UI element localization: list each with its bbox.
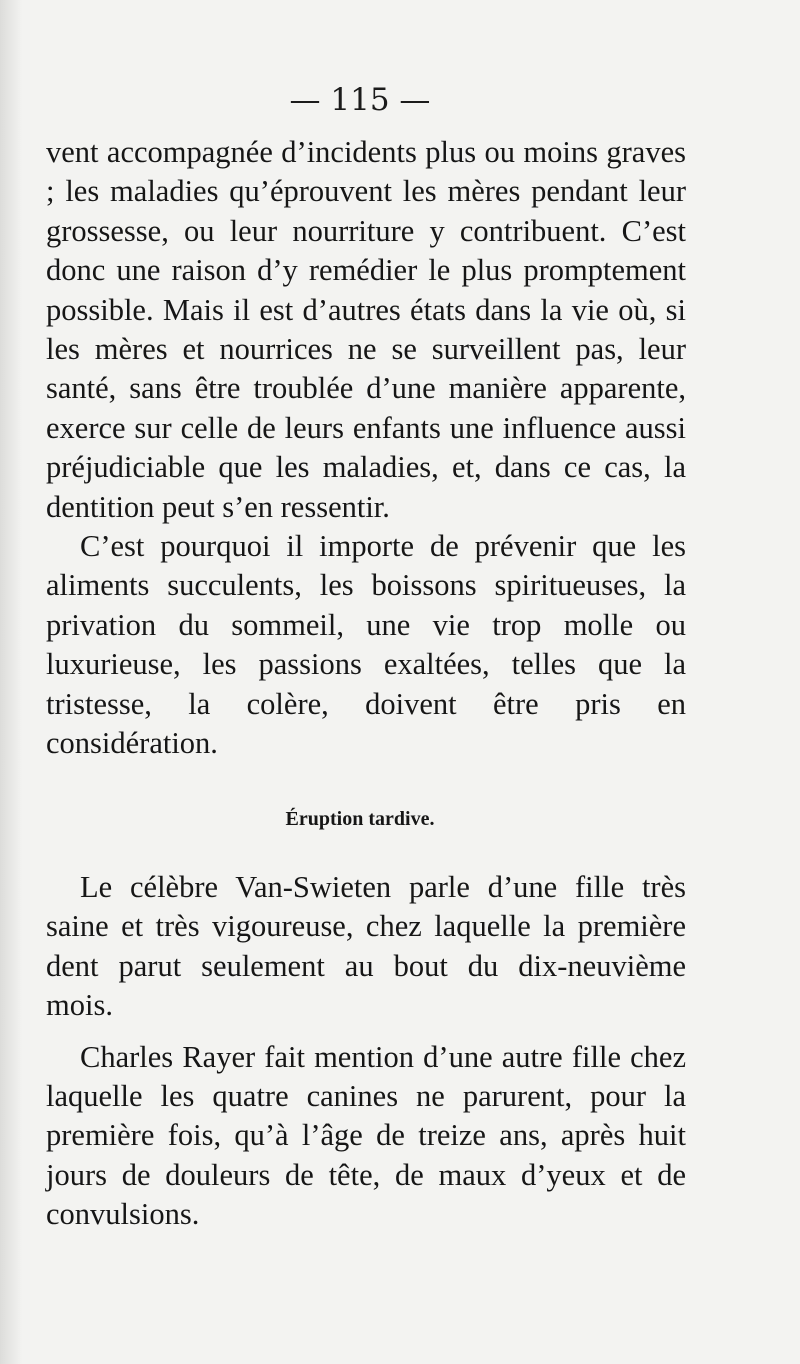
page-number: — 115 — — [289, 82, 431, 118]
paragraph-2: C’est pourquoi il importe de prévenir que les aliments succulents, les boissons spiritueuses, la privation du sommeil, une vie trop molle ou luxurieuse, les passions exaltées, telles que la tristesse, la colère, doivent être pris en considération. — [46, 529, 686, 761]
main-text — [46, 133, 686, 764]
section-heading: Éruption tardive. — [285, 808, 435, 830]
section-paragraph-2: Charles Rayer fait mention d’une autre fille chez laquelle les quatre canines ne parurent, pour la première fois, qu’à l’âge de treize ans, après huit jours de douleurs de tête, de maux d’yeux et de convulsions. — [46, 1039, 686, 1232]
paragraph-1: vent accompagnée d’incidents plus ou moins graves ; les maladies qu’éprouvent les mères pendant leur grossesse, ou leur nourriture y contribuent. C’est donc une raison d’y remédier le plus promptement possible. Mais il est d’autres états dans la vie où, si les mères et nourrices ne se surveillent pas, leur santé, sans être troublée d’une manière apparente, exerce sur celle de leurs enfants une influence aussi préjudiciable que les maladies, et, dans ce cas, la dentition peut s’en ressentir. — [46, 135, 686, 524]
page-edge-shadow — [0, 0, 22, 1364]
section-text — [46, 868, 686, 1235]
section-paragraph-1: Le célèbre Van-Swieten parle d’une fille très saine et très vigoureuse, chez laquelle la première dent parut seulement au bout du dix-neuvième mois. — [46, 870, 686, 1023]
